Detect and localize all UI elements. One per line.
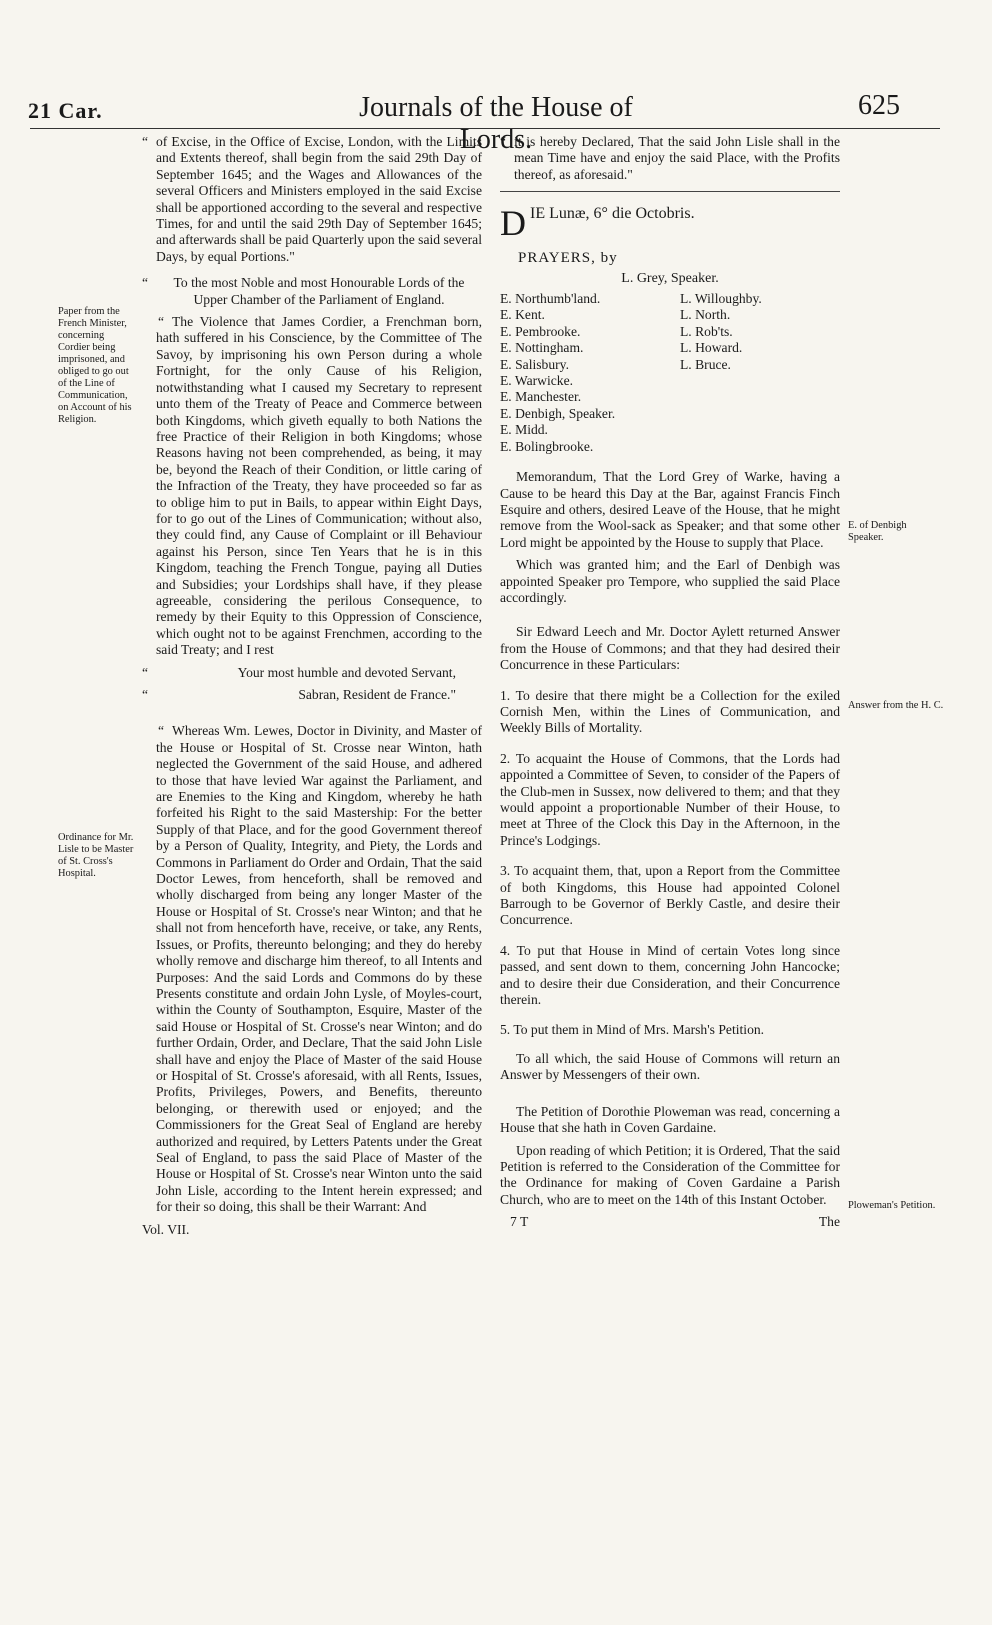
roll-entry: E. Manchester. [500,389,582,405]
roll-entry: E. Midd. [500,422,548,438]
running-head-title: Journals of the House of Lords. [359,92,633,155]
roll-entry: E. Bolingbrooke. [500,438,594,454]
roll-entry: E. Northumb'land. [500,291,601,307]
answer-item: 2. To acquaint the House of Commons, that the Lords had appointed a Committee of Seven, to consider of the Papers of the Club-men in Sussex, now delivered to them; and that they would appoint a proportionable Number of their House, to meet at Three of the Clock this Day in the Afternoon, in the Prince's Lodgings. [500,750,840,848]
running-head-regnal-year: 21 Car. [28,98,103,123]
answer-item: 5. To put them in Mind of Mrs. Marsh's Petition. [500,1022,765,1038]
day-heading [500,203,840,244]
commons-reply: To all which, the said House of Commons will return an Answer by Messengers of their own. [500,1050,840,1083]
roll-entry: E. Pembrooke. [500,323,581,339]
lisle-ordinance-tail: “ it is hereby Declared, That the said John Lisle shall in the mean Time have and enjoy the said Place, with the Profits thereof, as aforesaid." [500,134,840,183]
roll-entry: L. Bruce. [680,356,731,372]
roll-entry: L. North. [680,307,731,323]
margin-note-answer: Answer from the H. C. [848,700,944,711]
ploweman-petition: The Petition of Dorothie Ploweman was read, concerning a House that she hath in Coven Gardaine. [500,1103,840,1136]
attendance-roll [500,291,840,455]
roll-entry: E. Nottingham. [500,340,584,356]
answer-item: 4. To put that House in Mind of certain Votes long since passed, and sent down to them, concerning John Hancocke; and to desire their due Consideration, and their Concurrence therein. [500,942,840,1008]
margin-note-ploweman: Ploweman's Petition. [848,1200,936,1211]
prayers-heading: PRAYERS, by [518,250,618,267]
roll-entry: L. Rob'ts. [680,323,733,339]
roll-entry: L. Howard. [680,340,743,356]
header-rule [30,128,940,129]
petition-body: “ The Violence that James Cordier, a Frenchman born, hath suffered in his Conscience, by the Committee of The Savoy, by imprisoning his own Person during a whole Fortnight, for the only Cause of his Religion, notwithstanding what I caused my Secretary to represent unto them of the Treaty of Peace and Commerce between both Kingdoms, which giveth equally to both Nations the free Practice of their Religion in both Kingdoms; whose Reasons having not been comprehended, as being, it may be, beyond the Reach of their Condition, or little caring of the Infraction of the Treaty, they have proceeded so far as to oblige him to put in Bails, to appear within Eight Days, for to go out of the Lines of Communication; without also, they could find, any Cause of Complaint or ill Behaviour against his Person, since Ten Years that he is in this Kingdom, teaching the French Tongue, paying all Duties and Subsidies; your Lordships shall have, if they please agreeable, considering the perilous Consequence, to remedy by their Equity to this Oppression of Conscience, which ought not to be against Frenchmen, according to the said Treaty; and I rest [142,314,482,659]
roll-entry: E. Kent. [500,307,545,323]
catchword: The [818,1214,840,1230]
petition-closing: “ Your most humble and devoted Servant, [142,665,482,681]
day-heading-text: IE Lunæ, 6° die Octobris. [530,205,695,223]
answer-item: 3. To acquaint them, that, upon a Report from the Committee of both Kingdoms, this House had appointed Colonel Barrough to be Governor of Berkly Castle, and desire their Concurrence. [500,863,840,928]
left-column [142,134,482,1238]
leave-granted: Which was granted him; and the Earl of Denbigh was appointed Speaker pro Tempore, who supplied the said Place accordingly. [500,557,840,605]
margin-note-denbigh: E. of Denbigh Speaker. [848,520,907,543]
speaker-line: L. Grey, Speaker. [621,270,719,286]
memorandum: Memorandum, That the Lord Grey of Warke, having a Cause to be heard this Day at the Bar, against Francis Finch Esquire and others, desired Leave of the House, that he might remove from the Wool-sack as Speaker; and that some other Lord might be appointed by the House to supply that Place. [500,469,840,550]
lisle-ordinance: “ Whereas Wm. Lewes, Doctor in Divinity, and Master of the House or Hospital of St. Crosse near Winton, hath neglected the Government of the said House, and adhered to those that have levied War against the Parliament, and are Enemies to the King and Kingdom, whereby he hath forfeited his Right to the said Mastership: For the better Supply of that Place, and for the good Government thereof by a Person of Quality, Integrity, and Piety, the Lords and Commons in Parliament do Order and Ordain, That the said Doctor Lewes, from henceforth, shall be removed and wholly discharged from being any longer Master of the House or Hospital of St. Crosse's near Winton; and that he shall not from henceforth have, receive, or take, any Rents, Issues, or Profits, thereunto belonging; and they do hereby wholly remove and discharge him thereof, to all Intents and Purposes: And the said Lords and Commons do by these Presents constitute and ordain John Lysle, of Moyles-court, within the County of Southampton, Esquire, Master of the said House or Hospital of St. Crosse's near Winton; and do further Ordain, Order, and Declare, That the said John Lisle shall have and enjoy the Place of Master of the said House or Hospital of St. Crosse's aforesaid, with all Rents, Issues, Profits, Privileges, Powers, and Benefits, thereunto belonging, or therewith used or enjoyed; and the Commissioners for the Great Seal of England are hereby authorized and required, by Letters Patents under the Great Seal of England, to pass the said Place of Master of the House or Hospital of St. Crosse's near Winton unto the said John Lisle, according to the Intent herein expressed; and for their so doing, this shall be their Warrant: And [142,723,482,1215]
roll-entry: E. Warwicke. [500,373,574,389]
volume-signature: Vol. VII. [142,1221,190,1237]
petition-address: “ To the most Noble and most Honourable Lords of the Upper Chamber of the Parliament of England. [142,275,482,308]
drop-cap: D [500,203,526,244]
page-footer [500,1214,840,1230]
signature-mark: 7 T [510,1214,529,1230]
section-rule [500,191,840,192]
roll-earls [500,291,680,455]
excise-ordinance-tail: “ of Excise, in the Office of Excise, London, with the Limits and Extents thereof, shall begin from the said 29th Day of September 1645; and the Wages and Allowances of the several Officers and Ministers employed in the said Excise shall be apportioned according to the several and respective Times, for and until the said 29th Day of September 1645; and afterwards shall be paid Quarterly upon the said several Days, by equal Portions." [142,134,482,265]
roll-lords [680,291,820,455]
margin-note-lisle: Ordinance for Mr. Lisle to be Master of St. Cross's Hospital. [58,832,134,879]
right-column [500,134,840,1231]
roll-entry: E. Salisbury. [500,356,569,372]
petition-signature: “ Sabran, Resident de France." [142,687,482,703]
commons-answer-intro: Sir Edward Leech and Mr. Doctor Aylett returned Answer from the House of Commons; and that they had desired their Concurrence in these Particulars: [500,624,840,673]
roll-entry: E. Denbigh, Speaker. [500,405,616,421]
page-number: 625 [858,90,900,121]
answer-item: 1. To desire that there might be a Collection for the exiled Cornish Men, within the Lines of Communication, and Weekly Bills of Mortality. [500,687,840,736]
roll-entry: L. Willoughby. [680,291,762,307]
petition-order: Upon reading of which Petition; it is Ordered, That the said Petition is referred to the Consideration of the Committee for the Ordinance for making of Coven Gardaine a Parish Church, who are to meet on the 14th of this Instant October. [500,1142,840,1207]
margin-note-cordier: Paper from the French Minister, concerning Cordier being imprisoned, and obliged to go out of the Line of Communication, on Account of his Religion. [58,306,132,425]
